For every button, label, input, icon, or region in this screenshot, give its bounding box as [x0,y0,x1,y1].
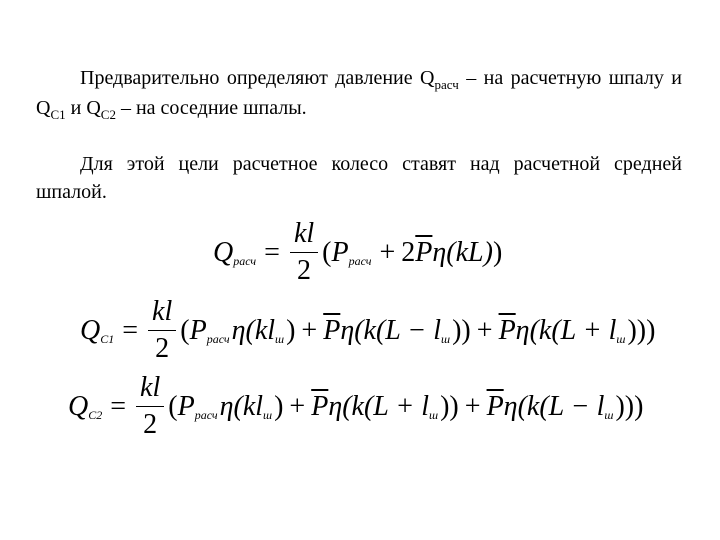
eta-symbol: η [328,390,343,422]
formula-argument: (k(L + l [529,314,617,346]
formula-argument: (kl [233,390,264,422]
plus-sign: + [476,314,493,346]
formula-symbol: P [331,236,349,268]
formula-subscript: ш [429,408,439,422]
paren: ))) [615,390,644,422]
formula-symbol-overline: $\overline{P}$ [486,390,504,422]
paragraph-purpose [36,150,682,206]
formula-q-rasch [213,220,502,285]
paren: ) [274,390,284,422]
eta-symbol: η [503,390,518,422]
formula-subscript: C1 [100,332,115,346]
text-segment: Предварительно определяют давление Q [80,67,435,89]
fraction-kl-over-2 [150,298,174,363]
formula-q-c2 [68,374,643,439]
subscript-c2: C2 [100,107,116,122]
fraction-denominator: 2 [136,406,164,439]
paren: )) [627,314,647,346]
plus-sign: + [379,236,396,268]
formula-subscript: расч [348,254,372,268]
fraction-kl-over-2 [292,220,316,285]
formula-symbol: P [177,390,195,422]
formula-argument: (k(L + l [342,390,430,422]
formula-subscript: ш [275,332,285,346]
fraction-numerator: kl [140,372,161,403]
equals-sign: = [110,390,127,422]
fraction-denominator: 2 [148,330,176,363]
formula-symbol-overline: $\overline{P}$ [323,314,341,346]
equals-sign: = [122,314,139,346]
paren: ( [168,390,178,422]
eta-symbol: η [432,236,447,268]
fraction-kl-over-2 [138,374,162,439]
formula-subscript: расч [194,408,218,422]
eta-symbol: η [231,314,246,346]
formula-argument: (k(L − l [517,390,605,422]
text-segment: Для этой цели расчетное колесо ставят над расчетной средней шпалой. [36,153,682,203]
formula-subscript: ш [604,408,614,422]
eta-symbol: η [340,314,355,346]
fraction-numerator: kl [152,296,173,327]
formula-argument: (k(L − l [354,314,442,346]
paren: ( [180,314,190,346]
formula-argument: (kL) [446,236,493,268]
paragraph-intro [36,64,682,124]
plus-sign: + [464,390,481,422]
formula-subscript: C2 [88,408,103,422]
formula-subscript: ш [616,332,626,346]
formula-q-c1 [80,298,655,363]
formula-symbol-overline: $\overline{P}$ [498,314,516,346]
paren: ) [286,314,296,346]
fraction-numerator: kl [293,218,315,249]
paren: )) [452,314,471,346]
plus-sign: + [289,390,306,422]
paren: ) [646,314,656,346]
fraction-denominator: 2 [290,252,318,285]
coefficient: 2 [401,236,416,268]
subscript-c1: C1 [50,107,66,122]
formula-symbol: Q [213,236,234,268]
eta-symbol: η [515,314,530,346]
eta-symbol: η [219,390,234,422]
formula-symbol: Q [80,314,101,346]
formula-symbol: Q [68,390,89,422]
formula-argument: (kl [245,314,276,346]
text-segment: – на соседние шпалы. [115,97,307,119]
paren: )) [440,390,459,422]
text-segment: и Q [65,97,101,119]
text-segment: – на расчетную шпалу и Q [36,67,682,119]
equals-sign: = [264,236,280,268]
formula-symbol-overline: $\overline{P}$ [415,236,433,268]
formula-symbol-overline: $\overline{P}$ [311,390,329,422]
formula-subscript: ш [441,332,451,346]
formula-subscript: расч [206,332,230,346]
subscript-rasch: расч [434,77,459,92]
plus-sign: + [301,314,318,346]
paren: ( [322,236,332,268]
formula-subscript: ш [263,408,273,422]
paren: ) [492,236,503,268]
formula-symbol: P [189,314,207,346]
formula-subscript: расч [233,254,257,268]
